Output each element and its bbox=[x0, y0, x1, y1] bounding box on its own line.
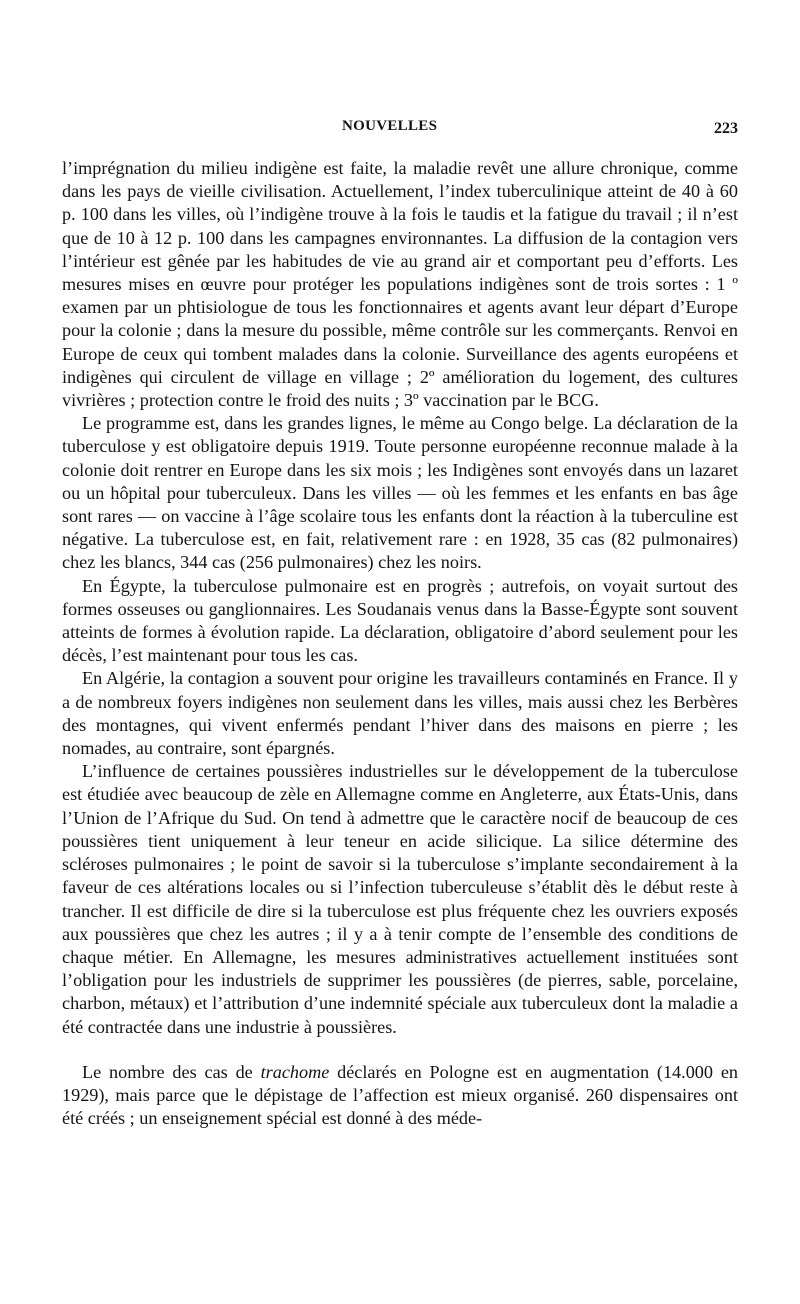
paragraph-egypte: En Égypte, la tuberculose pulmonaire est en progrès ; autrefois, on voyait surtout des formes osseuses ou ganglionnaires. Les Soudanais venus dans la Basse-Égypte sont souvent atteints de formes à évolution rapide. La déclaration, obligatoire d’abord seulement pour les décès, l’est maintenant pour tous les cas. bbox=[62, 575, 738, 666]
paragraph-congo-belge: Le programme est, dans les grandes lignes, le même au Congo belge. La déclaration de la tuberculose y est obligatoire depuis 1919. Toute personne européenne reconnue malade à la colonie doit rentrer en Europe dans les six mois ; les Indigènes sont envoyés dans un lazaret ou un hôpital pour tuberculeux. Dans les villes — où les femmes et les enfants en bas âge sont rares — on vaccine à l’âge scolaire tous les enfants dont la réaction à la tuberculine est négative. La tuberculose est, en fait, relativement rare : en 1928, 35 cas (82 pulmonaires) chez les blancs, 344 cas (256 pulmonaires) chez les noirs. bbox=[62, 413, 738, 573]
trachome-text-before: Le nombre des cas de bbox=[82, 1061, 261, 1082]
trachome-emphasis: trachome bbox=[260, 1061, 330, 1082]
paragraph-algerie: En Algérie, la contagion a souvent pour origine les travailleurs contaminés en France. Il y a de nombreux foyers indigènes non seulement dans les villes, mais aussi chez les Berbères des montagnes, qui vivent enfermés pendant l’hiver dans des maisons en pierre ; les nomades, au contraire, sont épargnés. bbox=[62, 668, 738, 759]
trachome-text-after: déclarés en Pologne est en augmentation (14.000 en 1929), mais parce que le dépistage de l’affection est mieux organisé. 260 dispensaires ont été créés ; un enseignement spécial est donné à des méde- bbox=[62, 1061, 738, 1129]
page-header bbox=[62, 118, 738, 144]
page-number: 223 bbox=[714, 120, 738, 137]
paragraph-trachome-pologne bbox=[62, 1061, 738, 1131]
running-title: NOUVELLES bbox=[342, 118, 438, 134]
paragraph-tuberculosis-colonies: l’imprégnation du milieu indigène est faite, la maladie revêt une allure chronique, comme dans les pays de vieille civilisation. Actuellement, l’index tuberculinique atteint de 40 à 60 p. 100 dans les villes, où l’indigène trouve à la fois le taudis et la fatigue du travail ; il n’est que de 10 à 12 p. 100 dans les campagnes environnantes. La diffusion de la contagion vers l’intérieur est gênée par les habitudes de vie au grand air et comportant peu d’efforts. Les mesures mises en œuvre pour protéger les populations indigènes sont de trois sortes : 1 º examen par un phtisiologue de tous les fonctionnaires et agents avant leur départ d’Europe pour la colonie ; dans la mesure du possible, même contrôle sur les commerçants. Renvoi en Europe de ceux qui tombent malades dans la colonie. Surveillance des agents européens et indigènes qui circulent de village en village ; 2º amélioration du logement, des cultures vivrières ; protection contre le froid des nuits ; 3º vaccination par le BCG. bbox=[62, 158, 738, 411]
paragraph-poussieres-industrielles: L’influence de certaines poussières industrielles sur le développement de la tuberculose est étudiée avec beaucoup de zèle en Allemagne comme en Angleterre, aux États-Unis, dans l’Union de l’Afrique du Sud. On tend à admettre que le caractère nocif de beaucoup de ces poussières tient uniquement à leur teneur en acide silicique. La silice détermine des scléroses pulmonaires ; le point de savoir si la tuberculose s’implante secondairement à la faveur de ces altérations locales ou si l’infection tuberculeuse s’établit dès le début reste à trancher. Il est difficile de dire si la tuberculose est plus fréquente chez les ouvriers exposés aux poussières que chez les autres ; il y a à tenir compte de l’ensemble des conditions de chaque métier. En Allemagne, les mesures administratives actuellement instituées sont l’obligation pour les industriels de supprimer les poussières (de pierres, sable, porcelaine, charbon, métaux) et l’attribution d’une indemnité spéciale aux tuberculeux dont la maladie a été contractée dans une industrie à poussières. bbox=[62, 761, 738, 1037]
body-text bbox=[62, 157, 738, 1130]
